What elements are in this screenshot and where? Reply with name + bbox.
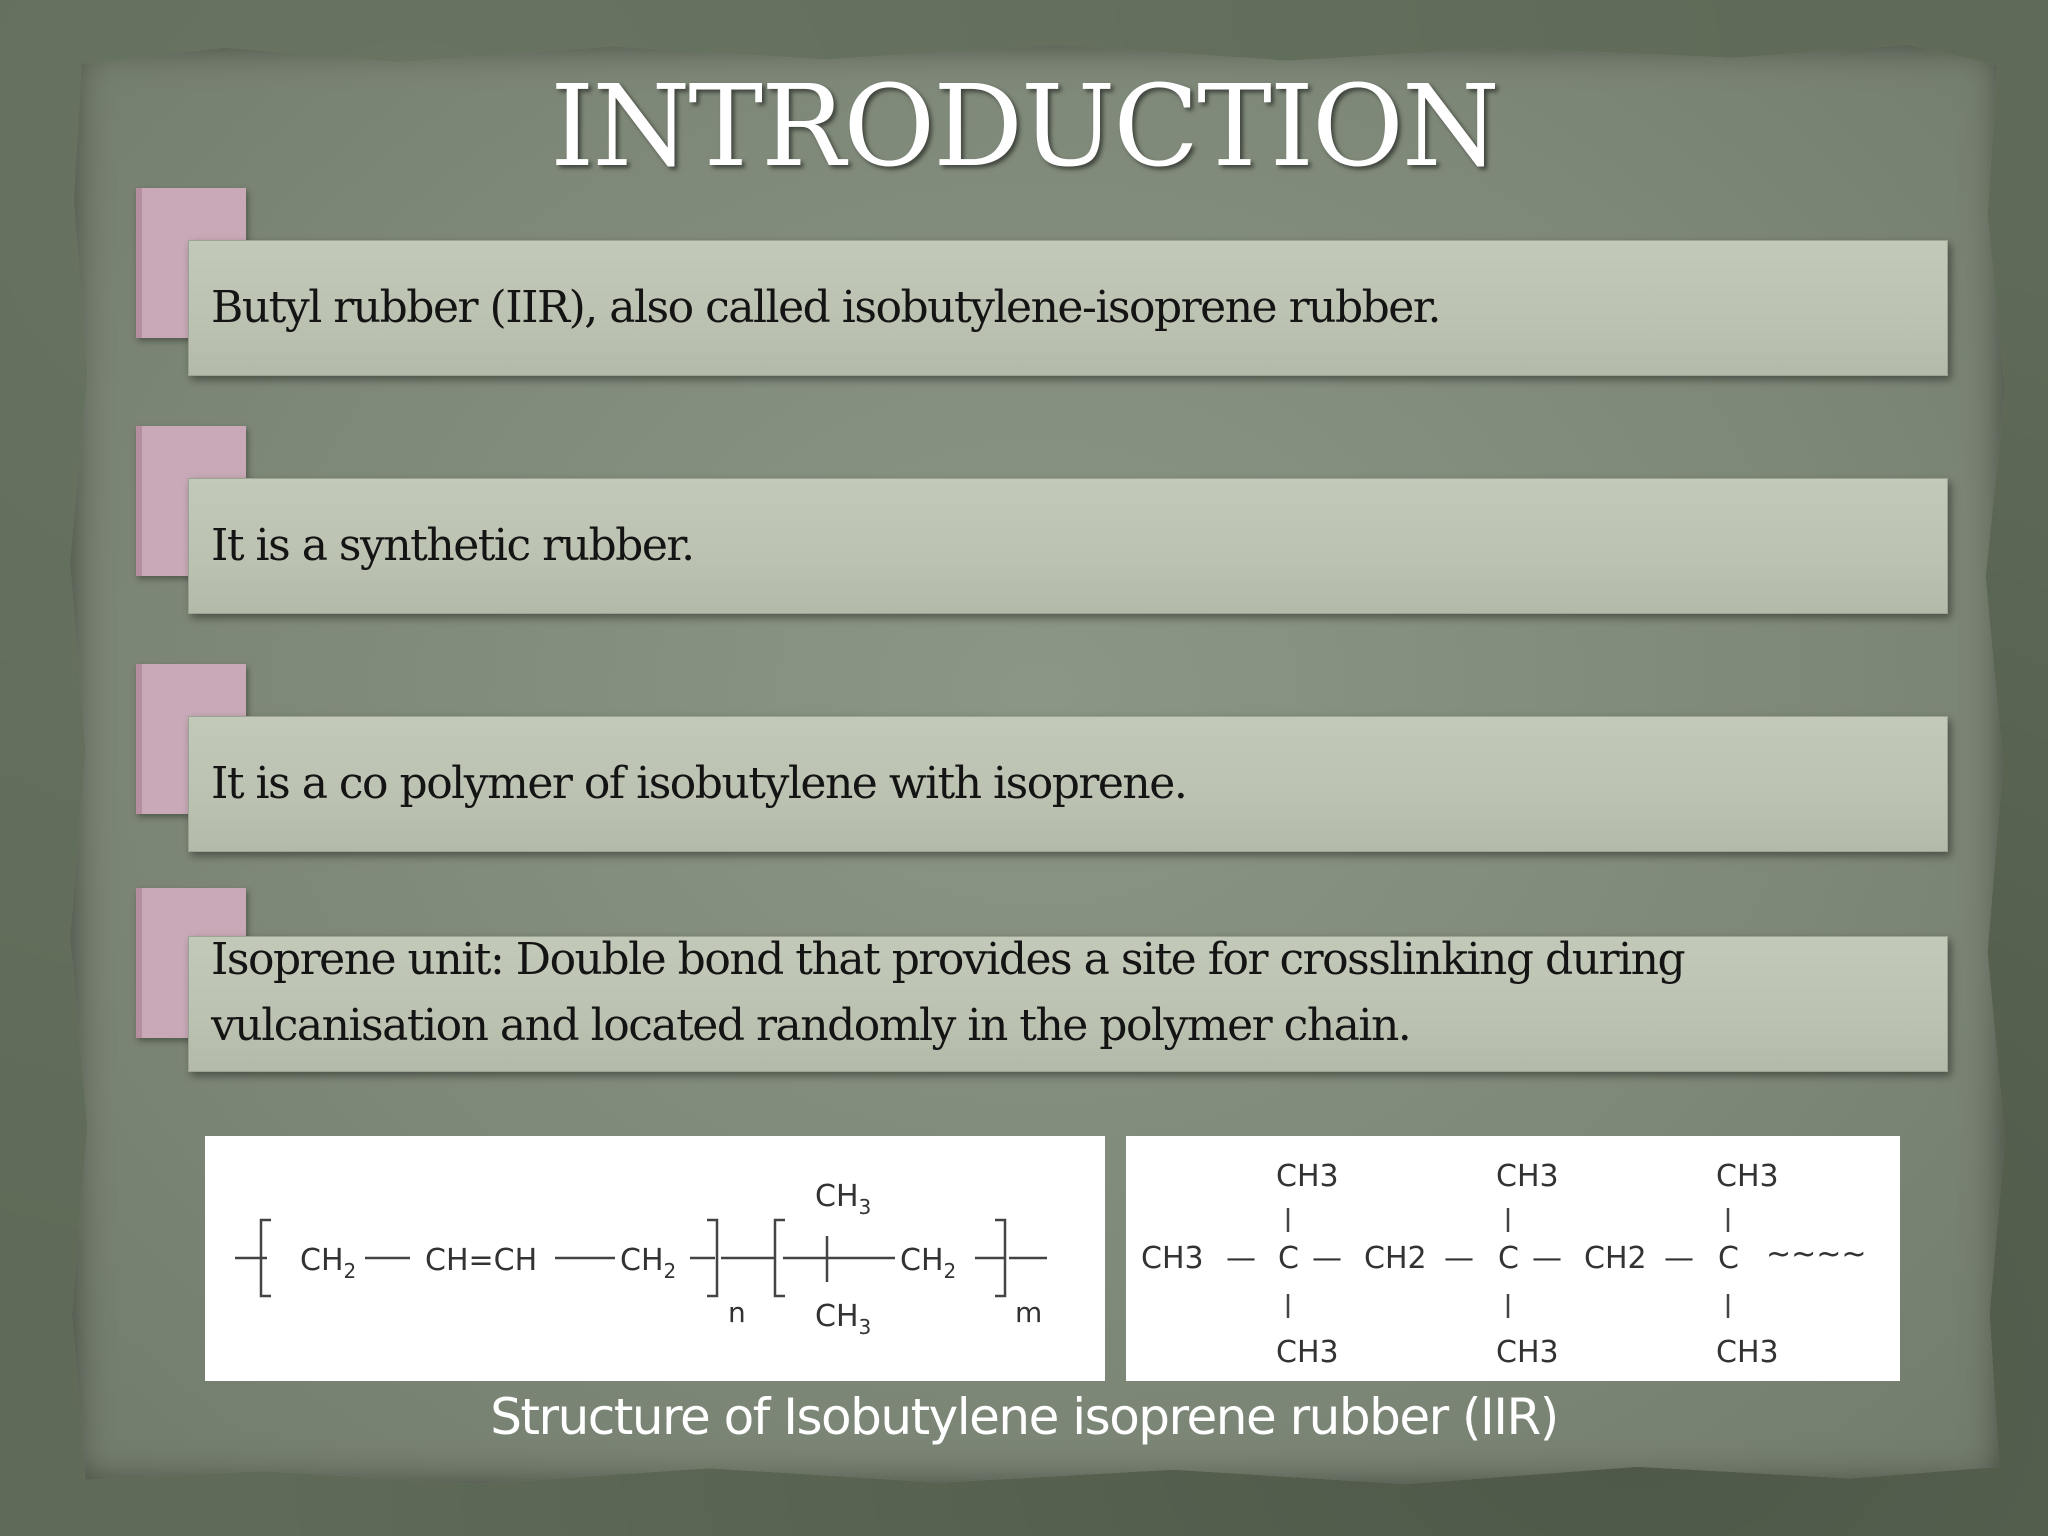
bullet-bar-1 bbox=[188, 240, 1948, 376]
sub-3-top: 3 bbox=[858, 1195, 872, 1219]
ch-label-b: CH bbox=[493, 1243, 538, 1278]
c-1: C bbox=[1278, 1241, 1299, 1276]
double-bond: = bbox=[468, 1243, 494, 1278]
ch2-1: CH2 bbox=[1364, 1241, 1427, 1276]
slide-title: INTRODUCTION bbox=[550, 62, 1498, 192]
svg-text:CH3 bbox=[815, 1179, 871, 1219]
structure-caption: Structure of Isobutylene isoprene rubber (IIR) bbox=[490, 1388, 1558, 1446]
dash-4: — bbox=[1532, 1241, 1562, 1276]
svg-text:CH2 bbox=[900, 1243, 956, 1283]
ch2-label-b: CH bbox=[620, 1243, 664, 1278]
ch3-top: CH bbox=[815, 1179, 859, 1214]
structure-image-repeat-units bbox=[205, 1136, 1105, 1381]
chain-formula bbox=[1126, 1136, 1900, 1381]
dash-3: — bbox=[1444, 1241, 1474, 1276]
ch3-top-3: CH3 bbox=[1716, 1159, 1779, 1194]
wave-bond: ~~~~ bbox=[1766, 1237, 1867, 1272]
sub-2-b: 2 bbox=[663, 1259, 677, 1283]
dash-1: — bbox=[1226, 1241, 1256, 1276]
svg-text:CH=CH bbox=[425, 1243, 537, 1278]
svg-text:CH2 bbox=[300, 1243, 356, 1283]
svg-text:CH3 bbox=[815, 1299, 871, 1339]
bullet-bar-3 bbox=[188, 716, 1948, 852]
ch3-bottom-1: CH3 bbox=[1276, 1335, 1339, 1370]
sub-2-a: 2 bbox=[343, 1259, 357, 1283]
dash-5: — bbox=[1664, 1241, 1694, 1276]
bullet-text-2: It is a synthetic rubber. bbox=[211, 520, 694, 571]
bullet-bar-2 bbox=[188, 478, 1948, 614]
bullet-text-1: Butyl rubber (IIR), also called isobutylene-isoprene rubber. bbox=[211, 282, 1441, 333]
ch3-bottom-3: CH3 bbox=[1716, 1335, 1779, 1370]
svg-text:CH2 bbox=[620, 1243, 676, 1283]
ch3-bottom: CH bbox=[815, 1299, 859, 1334]
ch3-top-1: CH3 bbox=[1276, 1159, 1339, 1194]
ch3-top-2: CH3 bbox=[1496, 1159, 1559, 1194]
ch-label-a: CH bbox=[425, 1243, 469, 1278]
sub-3-bottom: 3 bbox=[858, 1315, 872, 1339]
dash-2: — bbox=[1312, 1241, 1342, 1276]
c-2: C bbox=[1498, 1241, 1519, 1276]
c-3: C bbox=[1718, 1241, 1739, 1276]
ch3-left: CH3 bbox=[1141, 1241, 1204, 1276]
subscript-n: n bbox=[728, 1296, 746, 1329]
repeat-unit-formula bbox=[205, 1136, 1105, 1381]
structure-image-chain bbox=[1126, 1136, 1900, 1381]
bullet-text-3: It is a co polymer of isobutylene with isoprene. bbox=[211, 758, 1187, 809]
ch2-label-c: CH bbox=[900, 1243, 944, 1278]
sub-2-c: 2 bbox=[943, 1259, 957, 1283]
ch2-label-a: CH bbox=[300, 1243, 344, 1278]
subscript-m: m bbox=[1015, 1296, 1043, 1329]
bullet-bar-4 bbox=[188, 936, 1948, 1072]
ch2-2: CH2 bbox=[1584, 1241, 1647, 1276]
ch3-bottom-2: CH3 bbox=[1496, 1335, 1559, 1370]
bullet-text-4: Isoprene unit: Double bond that provides a site for crosslinking during vulcanisation and located randomly in the polymer chain. bbox=[211, 934, 1685, 1051]
